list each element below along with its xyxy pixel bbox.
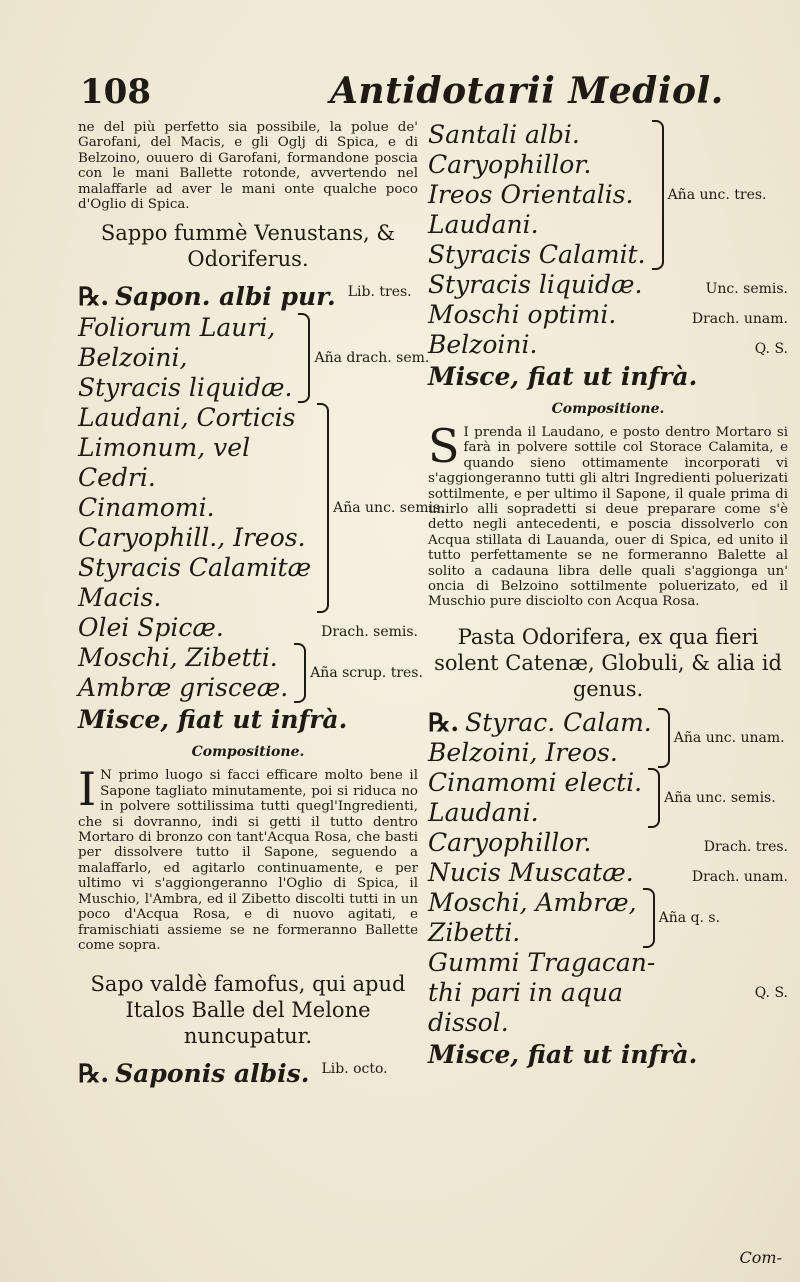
- recipe-title: [78, 282, 418, 311]
- group-quantity: Aña drach. sem.: [314, 350, 430, 367]
- ingredient-group: [428, 888, 788, 948]
- ingredient-row: [78, 613, 418, 643]
- left-column: [78, 120, 445, 1090]
- composition-paragraph: [428, 419, 788, 610]
- ingredient: Caryophillor.: [428, 150, 592, 179]
- ingredient: Gummi Tragacan-: [428, 947, 656, 977]
- ingredient: Zibetti.: [428, 917, 521, 947]
- rx-symbol: ℞.: [78, 1059, 110, 1089]
- composition-heading: Compositione.: [191, 744, 305, 761]
- ingredient: Moschi optimi.: [428, 300, 617, 329]
- recipe-quantity: Lib. octo.: [321, 1060, 388, 1077]
- group-quantity: Aña unc. tres.: [667, 187, 767, 203]
- ingredient-group: [428, 120, 788, 270]
- paste-heading: Pasta Odorifera, ex qua fieri solent Catenæ, Globuli, & alia id genus.: [434, 624, 782, 701]
- ingredient: Macis.: [78, 583, 162, 613]
- recipe-title-text: Sapon. albi pur.: [115, 282, 336, 312]
- catchword: Com-: [739, 1248, 782, 1267]
- ingredient: Moschi, Ambræ,: [428, 887, 637, 917]
- ingredient: Styracis liquidæ.: [78, 373, 293, 403]
- group-quantity: Aña scrup. tres.: [310, 665, 423, 682]
- ingredient-quantity: Drach. tres.: [703, 838, 788, 855]
- ingredient-row: [428, 828, 788, 858]
- ingredient: Cinamomi.: [78, 493, 215, 523]
- group-quantity: Aña unc. unam.: [673, 729, 785, 746]
- brace: [298, 313, 310, 403]
- mix-instruction: Misce, fiat ut infrà.: [78, 705, 348, 735]
- composition-text: N primo luogo si facci efficare molto bene il Sapone tagliato minutamente, poi si riduca no in polvere sottilissima tutti quegl'Ingredienti, che si dovranno, indi si getti il tutto dentro Mortaro di bronzo con tant'Acqua Rosa, che basti per dissolvere tutto il Sapone, seguendo a malaffarlo, ed agitarlo continuamente, e per ultimo vi s'aggiongeranno l'Oglio di Spica, il Muschio, l'Ambra, ed il Zibetto discolti tutti in un poco d'Acqua Rosa, e di nuovo agitati, e framischiati assieme se ne formeranno Ballette come sopra.: [78, 768, 418, 953]
- ingredient: Santali albi.: [428, 120, 580, 149]
- ingredient-row: [428, 858, 788, 888]
- soap-heading: Sapo valdè famofus, qui apud Italos Balle del Melone nuncupatur.: [90, 972, 406, 1049]
- ingredient: ℞. Styrac. Calam.: [428, 707, 652, 737]
- drop-cap: S: [428, 419, 460, 473]
- brace: [658, 708, 670, 768]
- ingredient: Cinamomi electi.: [428, 767, 643, 797]
- ingredient: Belzoini,: [78, 343, 188, 373]
- group-quantity: Aña q. s.: [658, 909, 721, 926]
- ingredient: Styracis Calamit.: [428, 240, 646, 269]
- ingredient: Cedri.: [78, 463, 156, 493]
- ingredient: Moschi, Zibetti.: [78, 643, 278, 673]
- ingredient-group: [78, 643, 423, 703]
- brace: [648, 768, 660, 828]
- drop-cap: I: [78, 762, 97, 817]
- ingredient: Nucis Muscatæ.: [428, 857, 634, 887]
- ingredient: Olei Spicæ.: [78, 613, 224, 643]
- recipe-quantity: Lib. tres.: [347, 284, 412, 301]
- brace: [643, 888, 655, 948]
- ingredient-group: [78, 403, 445, 613]
- ingredient: Styracis liquidæ.: [428, 270, 643, 299]
- ingredient-group: [428, 768, 788, 828]
- page-number: 108: [80, 72, 151, 112]
- soap-heading: Sappo fummè Venustans, & Odoriferus.: [100, 221, 396, 272]
- ingredient: Ambræ grisceæ.: [78, 673, 289, 703]
- running-title: Antidotarii Mediol.: [330, 70, 724, 112]
- ingredient-quantity: Drach. unam.: [691, 868, 788, 885]
- ingredient-quantity: Unc. semis.: [705, 281, 788, 297]
- ingredient-row: [428, 948, 788, 1038]
- ingredient-row: [428, 300, 788, 330]
- ingredient: thi pari in aqua: [428, 977, 623, 1007]
- ingredient: Belzoini.: [428, 330, 538, 359]
- composition-paragraph: [78, 762, 418, 953]
- ingredient: Caryophill., Ireos.: [78, 523, 306, 553]
- intro-paragraph: ne del più perfetto sia possibile, la polue de' Garofani, del Macis, e gli Oglj di Spica, e di Belzoino, ouuero di Garofani, formandone poscia con le mani Ballette rotonde, avvertendo nel malaffarle ad aver le mani onte qualche poco d'Oglio di Spica.: [78, 120, 418, 213]
- brace: [317, 403, 329, 613]
- ingredient-quantity: Q. S.: [754, 984, 788, 1001]
- mix-instruction: Misce, fiat ut infrà.: [428, 1039, 698, 1069]
- ingredient-row: [428, 330, 788, 360]
- group-quantity: Aña unc. semis.: [664, 789, 776, 806]
- ingredient-quantity: Q. S.: [754, 341, 788, 357]
- page-header: [80, 66, 770, 116]
- brace: [652, 120, 664, 270]
- ingredient: Ireos Orientalis.: [428, 180, 634, 209]
- brace: [294, 643, 306, 703]
- ingredient: Styracis Calamitæ: [78, 553, 312, 583]
- ingredient: dissol.: [428, 1007, 509, 1037]
- ingredient: Laudani, Corticis: [78, 403, 296, 433]
- right-column: [428, 120, 788, 1071]
- mix-instruction: Misce, fiat ut infrà.: [428, 362, 698, 391]
- ingredient-quantity: Drach. unam.: [691, 311, 788, 327]
- ingredient-quantity: Drach. semis.: [321, 624, 418, 641]
- recipe-title-text: Saponis albis.: [115, 1059, 310, 1089]
- ingredient: Caryophillor.: [428, 827, 592, 857]
- group-quantity: Aña unc. semis.: [333, 500, 445, 517]
- composition-heading: Compositione.: [551, 401, 665, 417]
- rx-symbol: ℞.: [428, 707, 460, 737]
- rx-symbol: ℞.: [78, 282, 110, 312]
- ingredient: Belzoini, Ireos.: [428, 737, 618, 767]
- ingredient-row: [428, 270, 788, 300]
- ingredient-group: [78, 313, 430, 403]
- ingredient: Limonum, vel: [78, 433, 251, 463]
- recipe-title: [78, 1059, 418, 1088]
- ingredient: Foliorum Lauri,: [78, 313, 276, 343]
- ingredient-group: [428, 708, 788, 768]
- ingredient: Laudani.: [428, 797, 539, 827]
- composition-text: I prenda il Laudano, e posto dentro Mortaro si farà in polvere sottile col Storace Calamita, e quando sieno ottimamente incorporati vi s'aggiongeranno tutti gli altri Ingredienti poluerizati sottilmente, e per ultimo il Sapone, il quale prima di unirlo alli sopradetti si deue preparare come s'è detto negli antecedenti, e poscia dissolverlo con Acqua stillata di Lauanda, ouer di Spica, ed unito il tutto perfettamente se ne formeranno Balette al solito a cadauna libra delle quali s'aggionga un' oncia di Belzoino sottilmente poluerizato, ed il Muschio pure disciolto con Acqua Rosa.: [428, 425, 788, 610]
- ingredient: Laudani.: [428, 210, 539, 239]
